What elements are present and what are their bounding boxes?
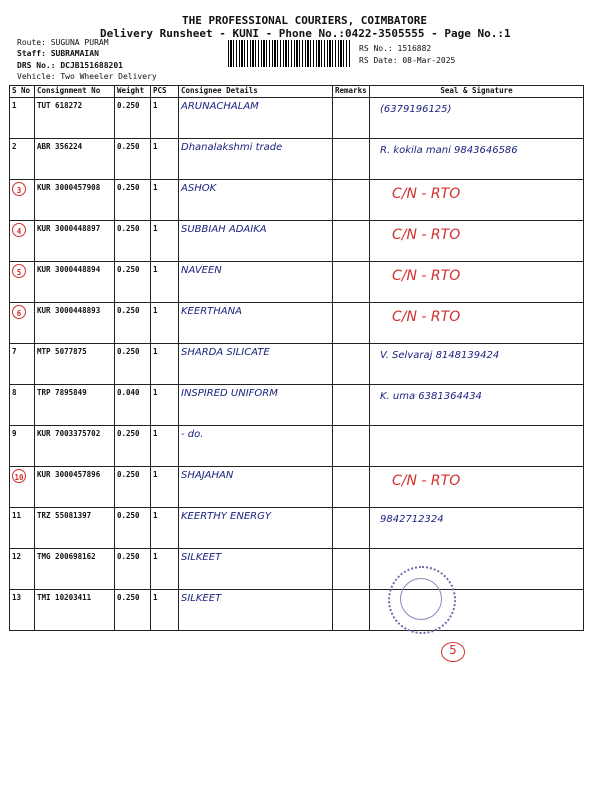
consignment-text: TRP 7895849 bbox=[37, 388, 87, 397]
weight-cell bbox=[115, 590, 151, 631]
consignment-text: TUT 618272 bbox=[37, 101, 83, 110]
table-row bbox=[10, 98, 584, 139]
sno-cell bbox=[10, 426, 35, 467]
consignment-cell bbox=[35, 221, 115, 262]
pcs-cell bbox=[151, 180, 179, 221]
consignee-cell bbox=[179, 467, 333, 508]
weight-text: 0.250 bbox=[117, 552, 140, 561]
pcs-cell bbox=[151, 508, 179, 549]
consignee-text: KEERTHY ENERGY bbox=[181, 511, 271, 522]
pcs-cell bbox=[151, 590, 179, 631]
pcs-text: 1 bbox=[153, 101, 158, 110]
seal-cell bbox=[370, 221, 584, 262]
consignment-text: TMG 200698162 bbox=[37, 552, 96, 561]
company-name: THE PROFESSIONAL COURIERS, COIMBATORE bbox=[182, 14, 428, 27]
table-row bbox=[10, 139, 584, 180]
pcs-text: 1 bbox=[153, 347, 158, 356]
consignment-text: ABR 356224 bbox=[37, 142, 83, 151]
seal-text: C/N - RTO bbox=[392, 473, 461, 489]
barcode bbox=[228, 40, 350, 67]
sno-cell bbox=[10, 590, 35, 631]
seal-text: K. uma 6381364434 bbox=[380, 391, 482, 402]
pcs-text: 1 bbox=[153, 265, 158, 274]
seal-text bbox=[372, 549, 581, 555]
sno-text: 10 bbox=[12, 469, 26, 483]
consignment-cell bbox=[35, 98, 115, 139]
consignee-text: SHARDA SILICATE bbox=[181, 347, 270, 358]
consignee-cell bbox=[179, 139, 333, 180]
col-weight: Weight bbox=[115, 86, 151, 98]
pcs-cell bbox=[151, 467, 179, 508]
pcs-text: 1 bbox=[153, 183, 158, 192]
consignee-cell bbox=[179, 303, 333, 344]
consignee-text: SHAJAHAN bbox=[181, 470, 234, 481]
seal-text: V. Selvaraj 8148139424 bbox=[380, 350, 500, 361]
weight-cell bbox=[115, 344, 151, 385]
remarks-cell bbox=[333, 221, 370, 262]
seal-text: C/N - RTO bbox=[392, 268, 461, 284]
weight-text: 0.250 bbox=[117, 429, 140, 438]
seal-text bbox=[372, 426, 581, 432]
consignment-text: KUR 3000457896 bbox=[37, 470, 101, 479]
pcs-cell bbox=[151, 262, 179, 303]
sno-text: 1 bbox=[12, 101, 17, 110]
vehicle-label: Vehicle: Two Wheeler Delivery bbox=[17, 72, 157, 81]
weight-text: 0.250 bbox=[117, 224, 140, 233]
consignment-text: KUR 3000448893 bbox=[37, 306, 101, 315]
col-seal: Seal & Signature bbox=[370, 86, 584, 98]
weight-text: 0.250 bbox=[117, 511, 140, 520]
consignment-cell bbox=[35, 139, 115, 180]
weight-cell bbox=[115, 508, 151, 549]
pcs-text: 1 bbox=[153, 593, 158, 602]
col-consignment: Consignment No bbox=[35, 86, 115, 98]
consignment-cell bbox=[35, 467, 115, 508]
consignee-text: SILKEET bbox=[181, 552, 222, 563]
pcs-text: 1 bbox=[153, 142, 158, 151]
weight-cell bbox=[115, 385, 151, 426]
remarks-cell bbox=[333, 385, 370, 426]
consignment-cell bbox=[35, 426, 115, 467]
sno-cell bbox=[10, 303, 35, 344]
remarks-cell bbox=[333, 344, 370, 385]
seal-cell bbox=[370, 180, 584, 221]
sno-text: 13 bbox=[12, 593, 22, 602]
consignee-text: SUBBIAH ADAIKA bbox=[181, 224, 267, 235]
sno-cell bbox=[10, 262, 35, 303]
seal-cell bbox=[370, 344, 584, 385]
consignment-cell bbox=[35, 508, 115, 549]
sno-cell bbox=[10, 467, 35, 508]
pcs-cell bbox=[151, 549, 179, 590]
sno-cell bbox=[10, 344, 35, 385]
weight-text: 0.250 bbox=[117, 347, 140, 356]
consignee-text: SILKEET bbox=[181, 593, 222, 604]
seal-cell bbox=[370, 98, 584, 139]
pcs-text: 1 bbox=[153, 511, 158, 520]
sno-cell bbox=[10, 139, 35, 180]
seal-text: C/N - RTO bbox=[392, 186, 461, 202]
consignment-cell bbox=[35, 590, 115, 631]
seal-text: C/N - RTO bbox=[392, 309, 461, 325]
weight-cell bbox=[115, 549, 151, 590]
col-pcs: PCS bbox=[151, 86, 179, 98]
consignment-cell bbox=[35, 180, 115, 221]
pcs-text: 1 bbox=[153, 306, 158, 315]
seal-cell bbox=[370, 426, 584, 467]
pcs-text: 1 bbox=[153, 429, 158, 438]
sno-cell bbox=[10, 508, 35, 549]
sno-cell bbox=[10, 221, 35, 262]
table-row bbox=[10, 549, 584, 590]
weight-text: 0.250 bbox=[117, 593, 140, 602]
table-row bbox=[10, 590, 584, 631]
sno-cell bbox=[10, 180, 35, 221]
sno-cell bbox=[10, 98, 35, 139]
table-row bbox=[10, 303, 584, 344]
remarks-cell bbox=[333, 426, 370, 467]
consignment-text: TMI 10203411 bbox=[37, 593, 92, 602]
sno-text: 12 bbox=[12, 552, 22, 561]
remarks-cell bbox=[333, 467, 370, 508]
remarks-cell bbox=[333, 590, 370, 631]
seal-cell bbox=[370, 262, 584, 303]
pcs-text: 1 bbox=[153, 224, 158, 233]
remarks-cell bbox=[333, 262, 370, 303]
runsheet-table bbox=[9, 85, 584, 631]
consignment-text: KUR 3000448894 bbox=[37, 265, 101, 274]
table-row bbox=[10, 508, 584, 549]
seal-cell bbox=[370, 303, 584, 344]
consignee-text: KEERTHANA bbox=[181, 306, 242, 317]
pcs-cell bbox=[151, 344, 179, 385]
weight-cell bbox=[115, 221, 151, 262]
weight-cell bbox=[115, 180, 151, 221]
consignment-cell bbox=[35, 303, 115, 344]
weight-cell bbox=[115, 426, 151, 467]
sno-text: 7 bbox=[12, 347, 17, 356]
pcs-cell bbox=[151, 98, 179, 139]
pcs-text: 1 bbox=[153, 552, 158, 561]
sno-text: 4 bbox=[12, 223, 26, 237]
seal-text: C/N - RTO bbox=[392, 227, 461, 243]
table-row bbox=[10, 180, 584, 221]
sno-text: 3 bbox=[12, 182, 26, 196]
sno-text: 9 bbox=[12, 429, 17, 438]
remarks-cell bbox=[333, 180, 370, 221]
weight-cell bbox=[115, 262, 151, 303]
table-row bbox=[10, 344, 584, 385]
consignee-text: Dhanalakshmi trade bbox=[181, 142, 283, 153]
table-row bbox=[10, 467, 584, 508]
seal-cell bbox=[370, 385, 584, 426]
weight-text: 0.250 bbox=[117, 101, 140, 110]
consignee-text: - do. bbox=[181, 429, 204, 440]
consignee-cell bbox=[179, 98, 333, 139]
pcs-text: 1 bbox=[153, 388, 158, 397]
remarks-cell bbox=[333, 508, 370, 549]
consignee-text: ARUNACHALAM bbox=[181, 101, 259, 112]
consignment-cell bbox=[35, 262, 115, 303]
remarks-cell bbox=[333, 98, 370, 139]
sno-text: 8 bbox=[12, 388, 17, 397]
company-seal-inner bbox=[400, 578, 442, 620]
sno-text: 5 bbox=[12, 264, 26, 278]
weight-text: 0.250 bbox=[117, 306, 140, 315]
pcs-text: 1 bbox=[153, 470, 158, 479]
weight-text: 0.040 bbox=[117, 388, 140, 397]
consignee-cell bbox=[179, 549, 333, 590]
drs-number: DRS No.: DCJB151688201 bbox=[17, 61, 123, 70]
consignment-text: KUR 3000457908 bbox=[37, 183, 101, 192]
col-sno: S No bbox=[10, 86, 35, 98]
rs-date: RS Date: 08-Mar-2025 bbox=[359, 56, 456, 65]
consignment-cell bbox=[35, 385, 115, 426]
consignee-cell bbox=[179, 508, 333, 549]
consignment-text: TRZ 55081397 bbox=[37, 511, 92, 520]
consignee-cell bbox=[179, 262, 333, 303]
sno-text: 11 bbox=[12, 511, 22, 520]
pcs-cell bbox=[151, 221, 179, 262]
weight-cell bbox=[115, 467, 151, 508]
runsheet-title: Delivery Runsheet - KUNI - Phone No.:0422-3505555 - Page No.:1 bbox=[100, 27, 511, 40]
remarks-cell bbox=[333, 303, 370, 344]
consignee-cell bbox=[179, 590, 333, 631]
col-remarks: Remarks bbox=[333, 86, 370, 98]
seal-cell bbox=[370, 508, 584, 549]
consignment-text: KUR 7003375702 bbox=[37, 429, 101, 438]
consignee-text: INSPIRED UNIFORM bbox=[181, 388, 278, 399]
consignee-cell bbox=[179, 344, 333, 385]
table-row bbox=[10, 221, 584, 262]
seal-text: R. kokila mani 9843646586 bbox=[380, 145, 518, 156]
weight-text: 0.250 bbox=[117, 265, 140, 274]
sno-text: 6 bbox=[12, 305, 26, 319]
seal-text: 9842712324 bbox=[380, 514, 444, 525]
seal-text: (6379196125) bbox=[380, 104, 452, 115]
total-circled-count: 5 bbox=[441, 642, 465, 662]
route-label: Route: SUGUNA PURAM bbox=[17, 38, 109, 47]
col-consignee: Consignee Details bbox=[179, 86, 333, 98]
weight-cell bbox=[115, 98, 151, 139]
consignee-text: ASHOK bbox=[181, 183, 217, 194]
consignment-text: MTP 5077875 bbox=[37, 347, 87, 356]
consignment-cell bbox=[35, 549, 115, 590]
consignment-text: KUR 3000448897 bbox=[37, 224, 101, 233]
pcs-cell bbox=[151, 303, 179, 344]
consignee-cell bbox=[179, 385, 333, 426]
consignee-cell bbox=[179, 426, 333, 467]
table-row bbox=[10, 426, 584, 467]
table-row bbox=[10, 385, 584, 426]
consignee-cell bbox=[179, 180, 333, 221]
staff-label: Staff: SUBRAMAIAN bbox=[17, 49, 99, 58]
pcs-cell bbox=[151, 139, 179, 180]
sno-cell bbox=[10, 549, 35, 590]
weight-text: 0.250 bbox=[117, 470, 140, 479]
pcs-cell bbox=[151, 385, 179, 426]
table-header-row bbox=[10, 86, 584, 98]
weight-cell bbox=[115, 139, 151, 180]
consignee-text: NAVEEN bbox=[181, 265, 222, 276]
sno-text: 2 bbox=[12, 142, 17, 151]
table-row bbox=[10, 262, 584, 303]
remarks-cell bbox=[333, 549, 370, 590]
sno-cell bbox=[10, 385, 35, 426]
seal-cell bbox=[370, 139, 584, 180]
weight-text: 0.250 bbox=[117, 142, 140, 151]
consignee-cell bbox=[179, 221, 333, 262]
remarks-cell bbox=[333, 139, 370, 180]
rs-number: RS No.: 1516882 bbox=[359, 44, 432, 53]
weight-text: 0.250 bbox=[117, 183, 140, 192]
seal-cell bbox=[370, 467, 584, 508]
weight-cell bbox=[115, 303, 151, 344]
pcs-cell bbox=[151, 426, 179, 467]
consignment-cell bbox=[35, 344, 115, 385]
